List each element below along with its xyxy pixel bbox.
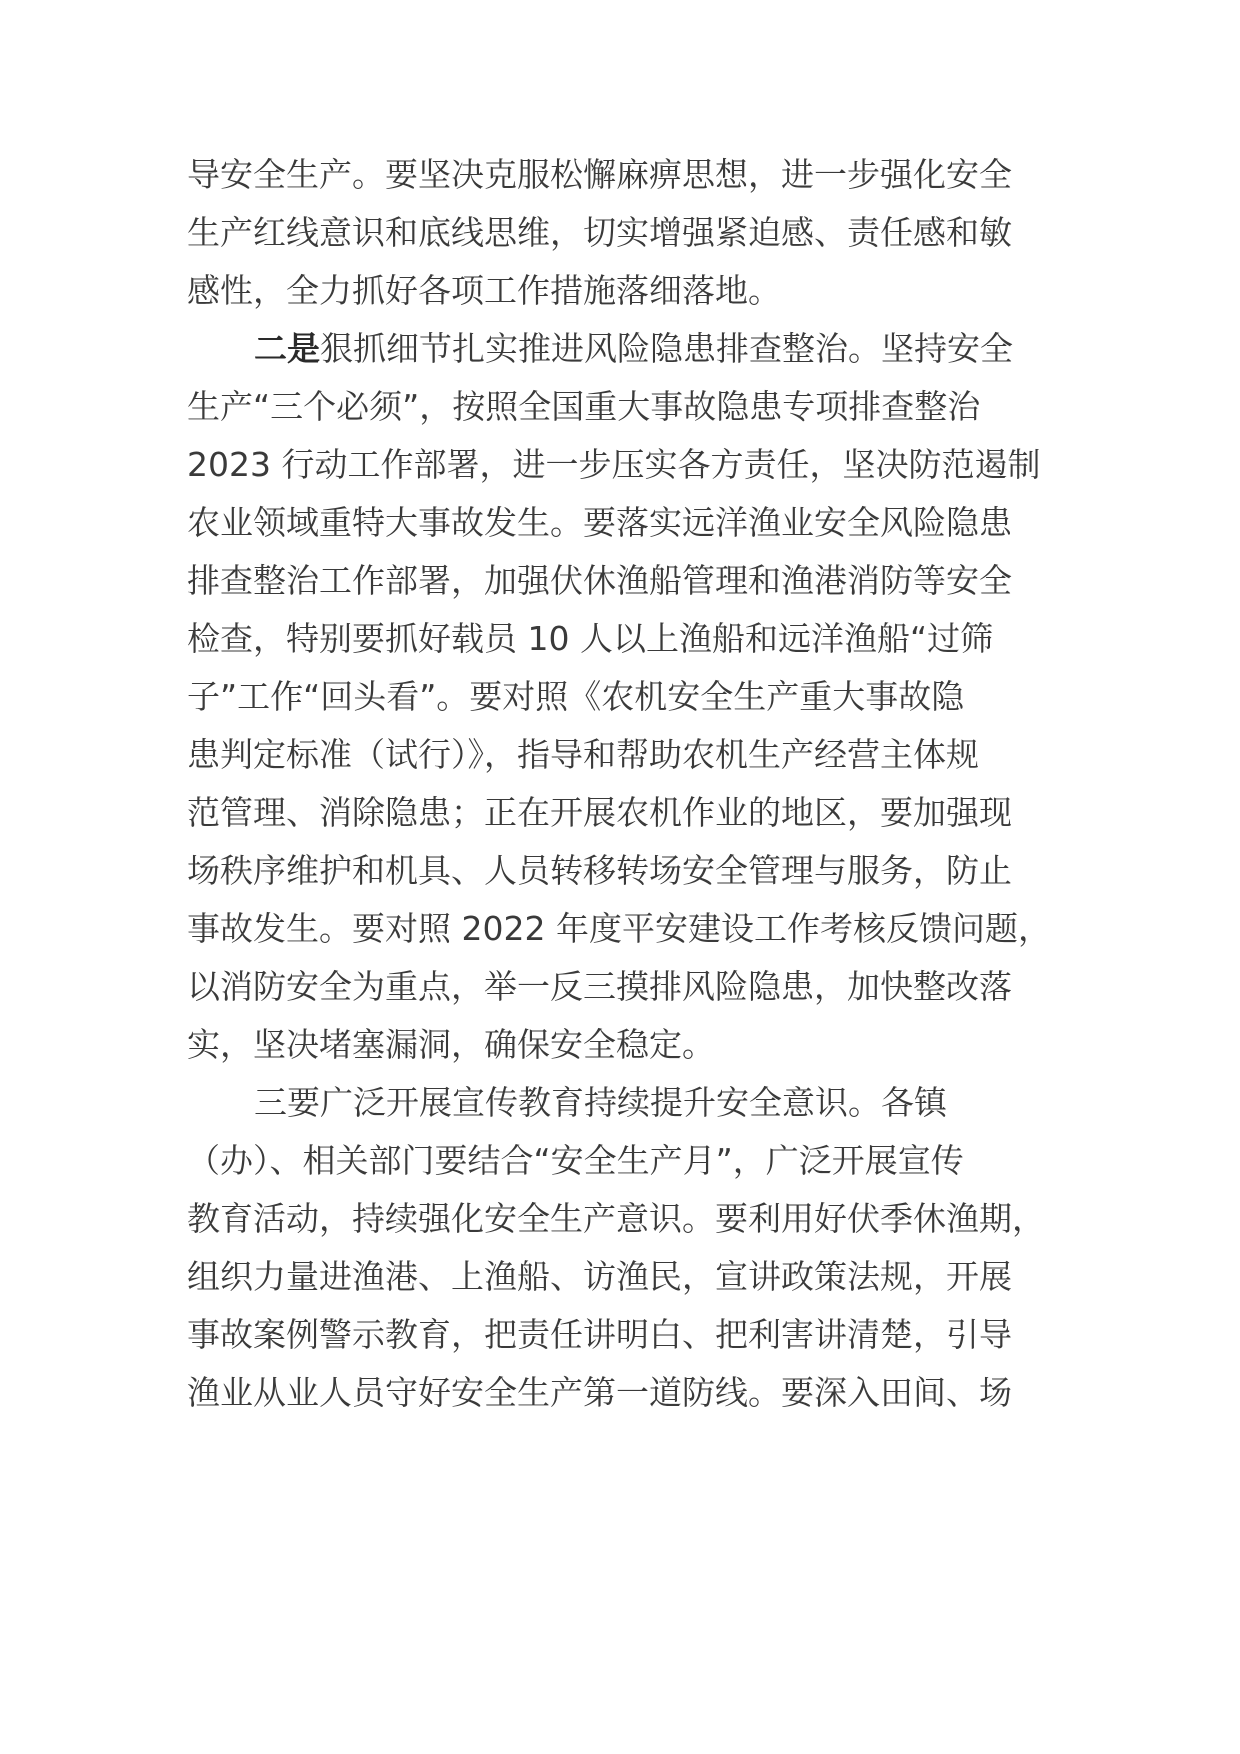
paragraph-line: 生产“三个必须”，按照全国重大事故隐患专项排查整治 [187,387,981,426]
paragraph-line: 组织力量进渔港、上渔船、访渔民，宣讲政策法规，开展 [187,1257,1012,1296]
paragraph-line: 农业领域重特大事故发生。要落实远洋渔业安全风险隐患 [187,503,1012,542]
paragraph-line: 实，坚决堵塞漏洞，确保安全稳定。 [187,1025,715,1064]
paragraph-line: （办）、相关部门要结合“安全生产月”，广泛开展宣传 [187,1141,964,1180]
section-2-lead: 二是 [254,329,320,368]
section-2-first-line [254,329,1013,369]
paragraph-line: 子”工作“回头看”。要对照《农机安全生产重大事故隐 [187,677,965,716]
paragraph-line: 范管理、消除隐患；正在开展农机作业的地区，要加强现 [187,793,1012,832]
paragraph-line: 患判定标准（试行）》，指导和帮助农机生产经营主体规 [187,735,979,774]
paragraph-line: 事故发生。要对照 2022 年度平安建设工作考核反馈问题， [187,909,1051,948]
section-3-first-line: 三要广泛开展宣传教育持续提升安全意识。各镇 [254,1083,947,1122]
paragraph-line: 2023 行动工作部署，进一步压实各方责任，坚决防范遏制 [187,445,1041,484]
paragraph-line: 感性，全力抓好各项工作措施落细落地。 [187,271,781,310]
paragraph-line: 教育活动，持续强化安全生产意识。要利用好伏季休渔期， [187,1199,1045,1238]
paragraph-line: 检查，特别要抓好载员 10 人以上渔船和远洋渔船“过筛 [187,619,994,658]
paragraph-line: 排查整治工作部署，加强伏休渔船管理和渔港消防等安全 [187,561,1012,600]
section-2-title: 狠抓细节扎实推进风险隐患排查整治。坚持安全 [320,329,1013,368]
paragraph-line: 导安全生产。要坚决克服松懈麻痹思想，进一步强化安全 [187,155,1012,194]
paragraph-line: 生产红线意识和底线思维，切实增强紧迫感、责任感和敏 [187,213,1012,252]
paragraph-line: 以消防安全为重点，举一反三摸排风险隐患，加快整改落 [187,967,1012,1006]
paragraph-line: 渔业从业人员守好安全生产第一道防线。要深入田间、场 [187,1373,1012,1412]
paragraph-line: 场秩序维护和机具、人员转移转场安全管理与服务，防止 [187,851,1012,890]
paragraph-line: 事故案例警示教育，把责任讲明白、把利害讲清楚，引导 [187,1315,1012,1354]
